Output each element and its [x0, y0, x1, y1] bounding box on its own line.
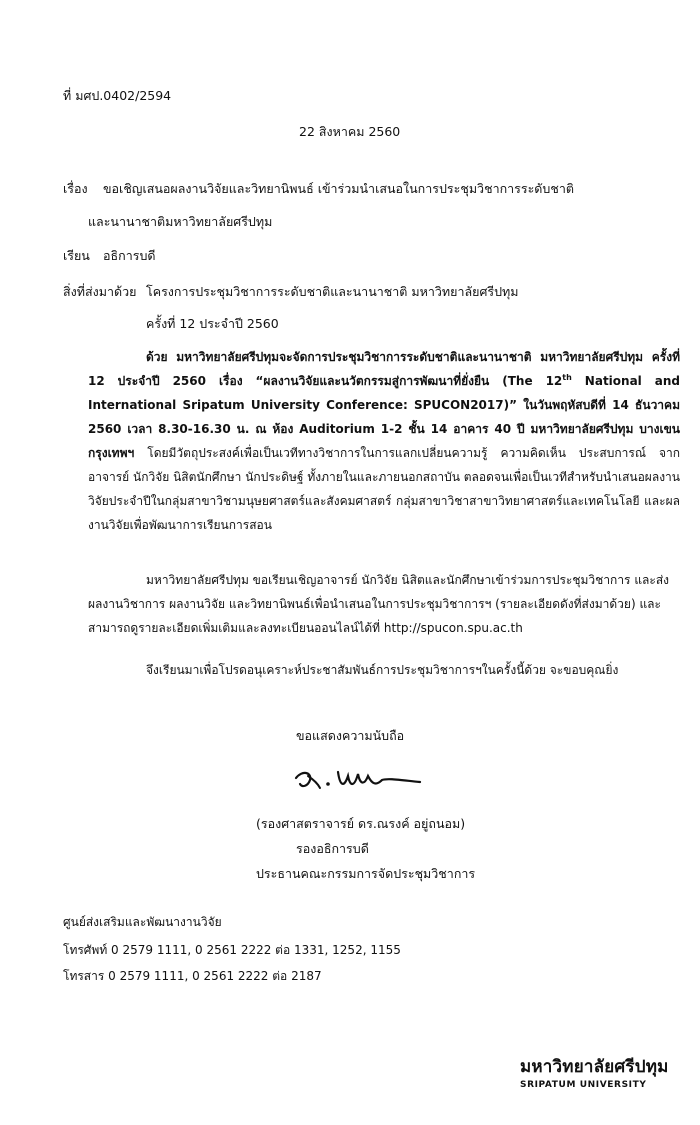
document-date: 22 สิงหาคม 2560	[299, 124, 401, 139]
body-paragraph-1-bold-a: ด้วย มหาวิทยาลัยศรีปทุมจะจัดการประชุมวิชาการระดับชาติและนานาชาติ มหาวิทยาลัยศรีปทุม ครั้งที่ 12 ประจำปี 2560 เรื่อง “ผลงานวิจัยและนวัตกรรมสู่การพัฒนาที่ยั่งยืน (The 12	[88, 350, 680, 388]
subject-label: เรื่อง	[63, 181, 88, 196]
subject-line-1: ขอเชิญเสนอผลงานวิจัยและวิทยานิพนธ์ เข้าร่วมนำเสนอในการประชุมวิชาการระดับชาติ	[103, 181, 574, 196]
university-logo	[520, 1053, 680, 1090]
body-paragraph-2-text: มหาวิทยาลัยศรีปทุม ขอเรียนเชิญอาจารย์ นักวิจัย นิสิตและนักศึกษาเข้าร่วมการประชุมวิชาการ และส่งผลงานวิชาการ ผลงานวิจัย และวิทยานิพนธ์เพื่อนำเสนอในการประชุมวิชาการฯ (รายละเอียดดังที่ส่งมาด้วย) และสามารถดูรายละเอียดเพิ่มเติมและลงทะเบียนออนไลน์ได้ที่ http://spucon.spu.ac.th	[88, 573, 670, 635]
enclosure-line-1: โครงการประชุมวิชาการระดับชาติและนานาชาติ มหาวิทยาลัยศรีปทุม	[146, 284, 519, 299]
signature-image	[288, 764, 448, 798]
to-label: เรียน	[63, 248, 90, 263]
footer-unit: ศูนย์ส่งเสริมและพัฒนางานวิจัย	[63, 915, 222, 929]
subject-line-2: และนานาชาติมหาวิทยาลัยศรีปทุม	[88, 214, 273, 229]
ordinal-suffix: th	[562, 373, 572, 382]
body-paragraph-1-bold-b: National and International Sripatum University Conference: SPUCON2017)” ในวันพฤหัสบดีที่ 14 ธันวาคม 2560 เวลา 8.30-16.30 น. ณ ห้อง Auditorium 1-2 ชั้น 14 อาคาร 40 ปี มหาวิทยาลัยศรีปทุม บางเขน กรุงเทพฯ	[88, 374, 680, 460]
body-paragraph-1-text: โดยมีวัตถุประสงค์เพื่อเป็นเวทีทางวิชาการในการแลกเปลี่ยนความรู้ ความคิดเห็น ประสบการณ์ จาก อาจารย์ นักวิจัย นิสิตนักศึกษา นักประดิษฐ์ ทั้งภายในและภายนอกสถาบัน ตลอดจนเพื่อเป็นเวทีสำหรับนำเสนอผลงานวิจัยประจำปีในกลุ่มสาขาวิชามนุษยศาสตร์และสังคมศาสตร์ กลุ่มสาขาวิชาสาขาวิทยาศาสตร์และเทคโนโลยี และผลงานวิจัยเพื่อพัฒนาการเรียนการสอน	[88, 446, 680, 532]
body-paragraph-1	[88, 345, 680, 537]
body-paragraph-2	[88, 568, 680, 640]
footer-fax: โทรสาร 0 2579 1111, 0 2561 2222 ต่อ 2187	[63, 969, 322, 983]
closing: ขอแสดงความนับถือ	[296, 728, 405, 743]
enclosure-label: สิ่งที่ส่งมาด้วย	[63, 284, 137, 299]
enclosure-line-2: ครั้งที่ 12 ประจำปี 2560	[146, 316, 279, 331]
logo-english-text: SRIPATUM UNIVERSITY	[520, 1080, 647, 1090]
logo-thai-text: มหาวิทยาลัยศรีปทุม	[520, 1057, 669, 1077]
signer-title-1: รองอธิการบดี	[296, 841, 369, 856]
body-paragraph-3: จึงเรียนมาเพื่อโปรดอนุเคราะห์ประชาสัมพันธ์การประชุมวิชาการฯในครั้งนี้ด้วย จะขอบคุณยิ่ง	[146, 663, 619, 677]
signer-title-2: ประธานคณะกรรมการจัดประชุมวิชาการ	[256, 866, 476, 881]
document-number: ที่ มศป.0402/2594	[63, 88, 172, 103]
footer-phone: โทรศัพท์ 0 2579 1111, 0 2561 2222 ต่อ 1331, 1252, 1155	[63, 943, 401, 957]
signer-name: (รองศาสตราจารย์ ดร.ณรงค์ อยู่ถนอม)	[256, 816, 466, 831]
to-value: อธิการบดี	[103, 248, 156, 263]
